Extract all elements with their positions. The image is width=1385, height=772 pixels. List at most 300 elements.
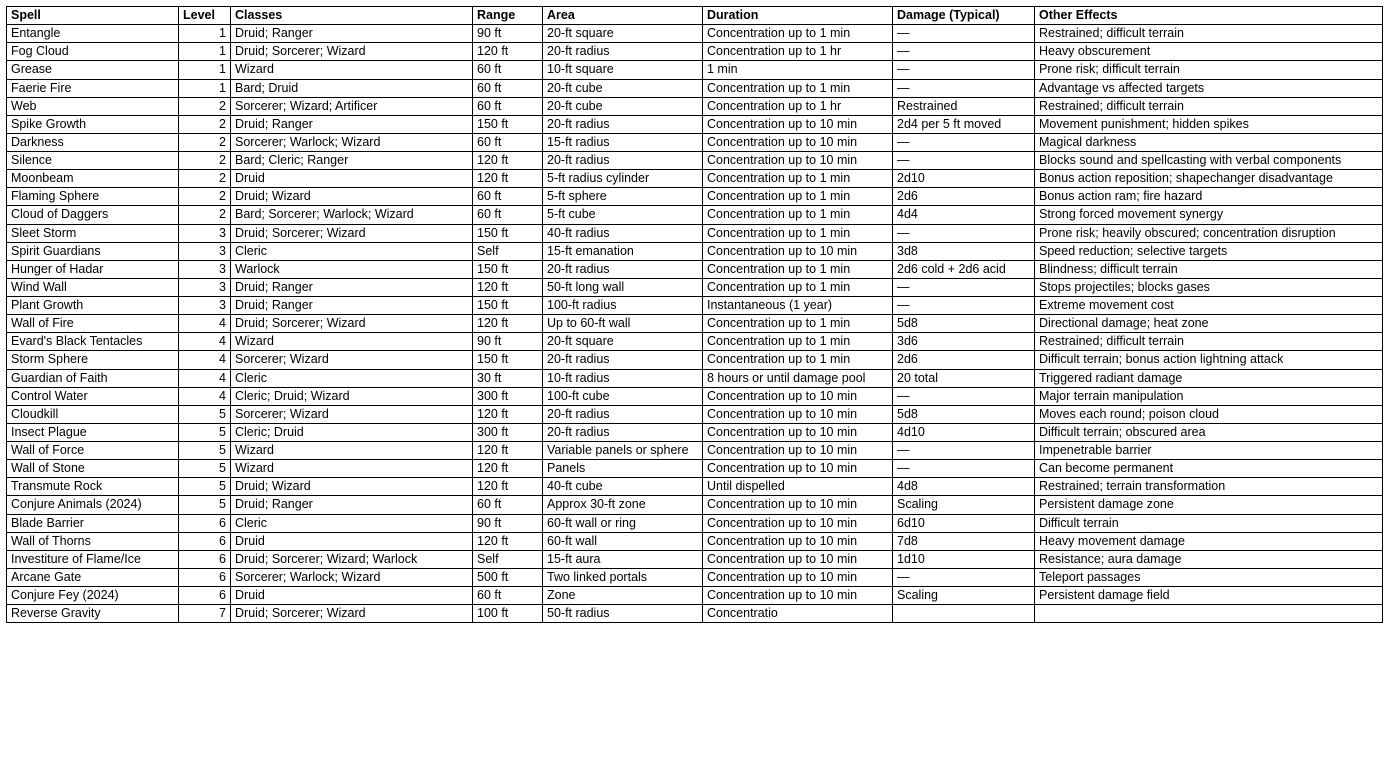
table-row xyxy=(7,478,1383,496)
cell-level: 7 xyxy=(179,605,231,623)
cell-range: 60 ft xyxy=(473,587,543,605)
cell-range: 300 ft xyxy=(473,387,543,405)
cell-damage: — xyxy=(893,297,1035,315)
cell-classes: Druid; Sorcerer; Wizard xyxy=(231,43,473,61)
cell-damage: — xyxy=(893,152,1035,170)
cell-area: 50-ft long wall xyxy=(543,278,703,296)
cell-spell: Wall of Fire xyxy=(7,315,179,333)
cell-duration: Concentration up to 1 min xyxy=(703,333,893,351)
cell-area: Zone xyxy=(543,587,703,605)
cell-level: 3 xyxy=(179,224,231,242)
cell-duration: Concentration up to 10 min xyxy=(703,568,893,586)
cell-duration: Concentration up to 10 min xyxy=(703,442,893,460)
cell-other-effects: Resistance; aura damage xyxy=(1035,550,1383,568)
cell-other-effects: Persistent damage zone xyxy=(1035,496,1383,514)
cell-damage: — xyxy=(893,460,1035,478)
cell-range: 150 ft xyxy=(473,260,543,278)
cell-duration: Instantaneous (1 year) xyxy=(703,297,893,315)
cell-damage: — xyxy=(893,43,1035,61)
table-row xyxy=(7,369,1383,387)
cell-level: 6 xyxy=(179,587,231,605)
cell-classes: Druid; Sorcerer; Wizard xyxy=(231,224,473,242)
cell-other-effects: Prone risk; heavily obscured; concentration disruption xyxy=(1035,224,1383,242)
cell-damage: Scaling xyxy=(893,587,1035,605)
cell-other-effects: Moves each round; poison cloud xyxy=(1035,405,1383,423)
cell-range: 120 ft xyxy=(473,315,543,333)
cell-classes: Sorcerer; Wizard; Artificer xyxy=(231,97,473,115)
cell-level: 1 xyxy=(179,79,231,97)
cell-other-effects: Restrained; difficult terrain xyxy=(1035,25,1383,43)
cell-classes: Druid; Wizard xyxy=(231,478,473,496)
cell-area: 20-ft radius xyxy=(543,43,703,61)
table-row xyxy=(7,315,1383,333)
cell-range: 90 ft xyxy=(473,514,543,532)
cell-range: 60 ft xyxy=(473,79,543,97)
cell-range: 150 ft xyxy=(473,351,543,369)
cell-area: 15-ft radius xyxy=(543,133,703,151)
cell-range: 120 ft xyxy=(473,478,543,496)
cell-area: 20-ft radius xyxy=(543,405,703,423)
cell-spell: Wall of Thorns xyxy=(7,532,179,550)
cell-other-effects xyxy=(1035,605,1383,623)
cell-area: 100-ft radius xyxy=(543,297,703,315)
cell-area: 20-ft radius xyxy=(543,423,703,441)
table-row xyxy=(7,170,1383,188)
cell-level: 5 xyxy=(179,478,231,496)
cell-range: 60 ft xyxy=(473,97,543,115)
column-header-classes: Classes xyxy=(231,7,473,25)
cell-area: 20-ft radius xyxy=(543,351,703,369)
cell-other-effects: Movement punishment; hidden spikes xyxy=(1035,115,1383,133)
cell-duration: Concentration up to 10 min xyxy=(703,550,893,568)
cell-level: 4 xyxy=(179,369,231,387)
table-row xyxy=(7,206,1383,224)
cell-classes: Cleric; Druid xyxy=(231,423,473,441)
cell-level: 3 xyxy=(179,260,231,278)
table-row xyxy=(7,25,1383,43)
cell-damage: 4d8 xyxy=(893,478,1035,496)
cell-other-effects: Blocks sound and spellcasting with verbal components xyxy=(1035,152,1383,170)
cell-classes: Druid; Ranger xyxy=(231,25,473,43)
cell-duration: Concentration up to 1 min xyxy=(703,224,893,242)
cell-classes: Druid; Ranger xyxy=(231,496,473,514)
cell-spell: Wall of Force xyxy=(7,442,179,460)
cell-spell: Grease xyxy=(7,61,179,79)
cell-spell: Control Water xyxy=(7,387,179,405)
cell-damage: 3d6 xyxy=(893,333,1035,351)
table-row xyxy=(7,605,1383,623)
cell-level: 6 xyxy=(179,514,231,532)
cell-classes: Druid; Ranger xyxy=(231,115,473,133)
cell-spell: Plant Growth xyxy=(7,297,179,315)
cell-level: 5 xyxy=(179,405,231,423)
cell-classes: Wizard xyxy=(231,61,473,79)
cell-area: 5-ft radius cylinder xyxy=(543,170,703,188)
cell-range: 120 ft xyxy=(473,278,543,296)
cell-classes: Cleric xyxy=(231,514,473,532)
table-row xyxy=(7,333,1383,351)
table-body xyxy=(7,25,1383,623)
table-row xyxy=(7,260,1383,278)
table-row xyxy=(7,423,1383,441)
cell-range: 150 ft xyxy=(473,297,543,315)
cell-damage xyxy=(893,605,1035,623)
cell-area: Variable panels or sphere xyxy=(543,442,703,460)
cell-duration: Concentration up to 10 min xyxy=(703,532,893,550)
cell-other-effects: Strong forced movement synergy xyxy=(1035,206,1383,224)
cell-area: 20-ft cube xyxy=(543,97,703,115)
cell-area: 10-ft radius xyxy=(543,369,703,387)
cell-classes: Druid; Wizard xyxy=(231,188,473,206)
cell-spell: Arcane Gate xyxy=(7,568,179,586)
table-row xyxy=(7,587,1383,605)
cell-level: 2 xyxy=(179,152,231,170)
cell-range: 120 ft xyxy=(473,152,543,170)
cell-range: 120 ft xyxy=(473,43,543,61)
cell-damage: Scaling xyxy=(893,496,1035,514)
cell-level: 1 xyxy=(179,25,231,43)
cell-area: 15-ft emanation xyxy=(543,242,703,260)
cell-spell: Blade Barrier xyxy=(7,514,179,532)
cell-area: 20-ft radius xyxy=(543,260,703,278)
cell-area: 15-ft aura xyxy=(543,550,703,568)
cell-range: 120 ft xyxy=(473,405,543,423)
cell-spell: Insect Plague xyxy=(7,423,179,441)
cell-range: 30 ft xyxy=(473,369,543,387)
cell-level: 5 xyxy=(179,442,231,460)
cell-spell: Evard's Black Tentacles xyxy=(7,333,179,351)
table-row xyxy=(7,115,1383,133)
cell-classes: Druid xyxy=(231,587,473,605)
cell-duration: Concentration up to 1 hr xyxy=(703,43,893,61)
cell-other-effects: Impenetrable barrier xyxy=(1035,442,1383,460)
cell-other-effects: Restrained; difficult terrain xyxy=(1035,333,1383,351)
cell-damage: — xyxy=(893,133,1035,151)
cell-duration: Concentration up to 1 min xyxy=(703,206,893,224)
column-header-duration: Duration xyxy=(703,7,893,25)
cell-classes: Sorcerer; Wizard xyxy=(231,405,473,423)
table-row xyxy=(7,532,1383,550)
cell-classes: Bard; Sorcerer; Warlock; Wizard xyxy=(231,206,473,224)
cell-level: 3 xyxy=(179,242,231,260)
cell-duration: Concentration up to 1 min xyxy=(703,188,893,206)
cell-level: 3 xyxy=(179,278,231,296)
cell-spell: Wind Wall xyxy=(7,278,179,296)
table-row xyxy=(7,550,1383,568)
cell-spell: Hunger of Hadar xyxy=(7,260,179,278)
cell-range: 60 ft xyxy=(473,133,543,151)
cell-classes: Cleric xyxy=(231,369,473,387)
cell-range: 100 ft xyxy=(473,605,543,623)
cell-other-effects: Restrained; terrain transformation xyxy=(1035,478,1383,496)
cell-spell: Faerie Fire xyxy=(7,79,179,97)
table-row xyxy=(7,442,1383,460)
cell-other-effects: Stops projectiles; blocks gases xyxy=(1035,278,1383,296)
cell-classes: Druid; Sorcerer; Wizard xyxy=(231,315,473,333)
cell-damage: 4d4 xyxy=(893,206,1035,224)
cell-duration: 1 min xyxy=(703,61,893,79)
cell-damage: 6d10 xyxy=(893,514,1035,532)
cell-damage: 2d6 xyxy=(893,188,1035,206)
cell-duration: Concentration up to 10 min xyxy=(703,514,893,532)
table-row xyxy=(7,61,1383,79)
cell-duration: 8 hours or until damage pool xyxy=(703,369,893,387)
cell-range: 60 ft xyxy=(473,188,543,206)
table-row xyxy=(7,152,1383,170)
table-row xyxy=(7,133,1383,151)
cell-spell: Storm Sphere xyxy=(7,351,179,369)
cell-classes: Druid; Sorcerer; Wizard; Warlock xyxy=(231,550,473,568)
cell-range: 120 ft xyxy=(473,460,543,478)
cell-area: 60-ft wall or ring xyxy=(543,514,703,532)
cell-area: 5-ft sphere xyxy=(543,188,703,206)
cell-spell: Conjure Animals (2024) xyxy=(7,496,179,514)
cell-spell: Transmute Rock xyxy=(7,478,179,496)
cell-spell: Fog Cloud xyxy=(7,43,179,61)
cell-area: 20-ft radius xyxy=(543,115,703,133)
cell-damage: 20 total xyxy=(893,369,1035,387)
cell-classes: Wizard xyxy=(231,442,473,460)
cell-spell: Sleet Storm xyxy=(7,224,179,242)
cell-other-effects: Bonus action reposition; shapechanger disadvantage xyxy=(1035,170,1383,188)
cell-damage: 3d8 xyxy=(893,242,1035,260)
cell-other-effects: Extreme movement cost xyxy=(1035,297,1383,315)
table-row xyxy=(7,568,1383,586)
cell-area: Approx 30-ft zone xyxy=(543,496,703,514)
cell-spell: Reverse Gravity xyxy=(7,605,179,623)
cell-duration: Concentration up to 10 min xyxy=(703,423,893,441)
cell-level: 4 xyxy=(179,315,231,333)
cell-spell: Conjure Fey (2024) xyxy=(7,587,179,605)
cell-duration: Concentration up to 10 min xyxy=(703,587,893,605)
cell-level: 4 xyxy=(179,351,231,369)
cell-duration: Concentration up to 10 min xyxy=(703,115,893,133)
cell-other-effects: Prone risk; difficult terrain xyxy=(1035,61,1383,79)
cell-other-effects: Bonus action ram; fire hazard xyxy=(1035,188,1383,206)
cell-other-effects: Heavy movement damage xyxy=(1035,532,1383,550)
cell-damage: 5d8 xyxy=(893,405,1035,423)
cell-classes: Warlock xyxy=(231,260,473,278)
cell-classes: Druid; Ranger xyxy=(231,297,473,315)
cell-range: 300 ft xyxy=(473,423,543,441)
cell-range: 150 ft xyxy=(473,115,543,133)
cell-area: 20-ft radius xyxy=(543,152,703,170)
cell-range: 60 ft xyxy=(473,206,543,224)
cell-duration: Concentration up to 1 min xyxy=(703,351,893,369)
cell-classes: Cleric xyxy=(231,242,473,260)
cell-classes: Sorcerer; Warlock; Wizard xyxy=(231,568,473,586)
table-row xyxy=(7,496,1383,514)
cell-level: 2 xyxy=(179,115,231,133)
cell-classes: Bard; Druid xyxy=(231,79,473,97)
cell-other-effects: Restrained; difficult terrain xyxy=(1035,97,1383,115)
column-header-other-effects: Other Effects xyxy=(1035,7,1383,25)
cell-duration: Concentration up to 1 min xyxy=(703,25,893,43)
cell-level: 5 xyxy=(179,460,231,478)
cell-area: 60-ft wall xyxy=(543,532,703,550)
cell-range: 120 ft xyxy=(473,442,543,460)
cell-damage: — xyxy=(893,278,1035,296)
cell-level: 5 xyxy=(179,496,231,514)
table-row xyxy=(7,43,1383,61)
cell-area: 5-ft cube xyxy=(543,206,703,224)
cell-level: 2 xyxy=(179,206,231,224)
cell-classes: Cleric; Druid; Wizard xyxy=(231,387,473,405)
cell-spell: Guardian of Faith xyxy=(7,369,179,387)
cell-level: 6 xyxy=(179,532,231,550)
cell-level: 5 xyxy=(179,423,231,441)
cell-area: 40-ft cube xyxy=(543,478,703,496)
cell-range: 120 ft xyxy=(473,532,543,550)
cell-other-effects: Difficult terrain; bonus action lightning attack xyxy=(1035,351,1383,369)
cell-duration: Until dispelled xyxy=(703,478,893,496)
cell-level: 4 xyxy=(179,387,231,405)
cell-duration: Concentration up to 10 min xyxy=(703,496,893,514)
cell-classes: Druid xyxy=(231,532,473,550)
cell-level: 2 xyxy=(179,97,231,115)
cell-classes: Druid; Ranger xyxy=(231,278,473,296)
cell-duration: Concentration up to 10 min xyxy=(703,405,893,423)
cell-classes: Bard; Cleric; Ranger xyxy=(231,152,473,170)
cell-spell: Spirit Guardians xyxy=(7,242,179,260)
cell-damage: 2d10 xyxy=(893,170,1035,188)
table-row xyxy=(7,224,1383,242)
cell-duration: Concentration up to 10 min xyxy=(703,242,893,260)
table-row xyxy=(7,79,1383,97)
cell-other-effects: Difficult terrain; obscured area xyxy=(1035,423,1383,441)
cell-duration: Concentration up to 10 min xyxy=(703,460,893,478)
cell-duration: Concentration up to 1 min xyxy=(703,79,893,97)
cell-level: 1 xyxy=(179,61,231,79)
cell-spell: Spike Growth xyxy=(7,115,179,133)
cell-area: 10-ft square xyxy=(543,61,703,79)
cell-other-effects: Persistent damage field xyxy=(1035,587,1383,605)
cell-duration: Concentration up to 1 min xyxy=(703,260,893,278)
cell-duration: Concentration up to 1 min xyxy=(703,278,893,296)
cell-area: Panels xyxy=(543,460,703,478)
cell-spell: Darkness xyxy=(7,133,179,151)
cell-level: 3 xyxy=(179,297,231,315)
cell-classes: Druid xyxy=(231,170,473,188)
cell-level: 4 xyxy=(179,333,231,351)
column-header-range: Range xyxy=(473,7,543,25)
cell-damage: Restrained xyxy=(893,97,1035,115)
column-header-spell: Spell xyxy=(7,7,179,25)
cell-other-effects: Speed reduction; selective targets xyxy=(1035,242,1383,260)
cell-area: 20-ft square xyxy=(543,25,703,43)
cell-classes: Sorcerer; Warlock; Wizard xyxy=(231,133,473,151)
cell-range: 90 ft xyxy=(473,25,543,43)
cell-level: 2 xyxy=(179,133,231,151)
cell-range: 60 ft xyxy=(473,61,543,79)
cell-level: 2 xyxy=(179,188,231,206)
cell-duration: Concentration up to 1 min xyxy=(703,315,893,333)
cell-area: Up to 60-ft wall xyxy=(543,315,703,333)
cell-classes: Wizard xyxy=(231,460,473,478)
cell-damage: — xyxy=(893,442,1035,460)
cell-area: 20-ft cube xyxy=(543,79,703,97)
table-row xyxy=(7,351,1383,369)
cell-other-effects: Triggered radiant damage xyxy=(1035,369,1383,387)
cell-spell: Investiture of Flame/Ice xyxy=(7,550,179,568)
cell-damage: 2d4 per 5 ft moved xyxy=(893,115,1035,133)
cell-range: 60 ft xyxy=(473,496,543,514)
cell-spell: Wall of Stone xyxy=(7,460,179,478)
cell-area: 100-ft cube xyxy=(543,387,703,405)
table-row xyxy=(7,460,1383,478)
cell-duration: Concentration up to 10 min xyxy=(703,152,893,170)
cell-range: 500 ft xyxy=(473,568,543,586)
cell-damage: — xyxy=(893,387,1035,405)
cell-area: 50-ft radius xyxy=(543,605,703,623)
cell-other-effects: Directional damage; heat zone xyxy=(1035,315,1383,333)
cell-spell: Moonbeam xyxy=(7,170,179,188)
cell-level: 6 xyxy=(179,568,231,586)
cell-duration: Concentration up to 10 min xyxy=(703,387,893,405)
cell-spell: Cloud of Daggers xyxy=(7,206,179,224)
cell-classes: Wizard xyxy=(231,333,473,351)
cell-other-effects: Major terrain manipulation xyxy=(1035,387,1383,405)
cell-area: Two linked portals xyxy=(543,568,703,586)
cell-range: 90 ft xyxy=(473,333,543,351)
cell-damage: 4d10 xyxy=(893,423,1035,441)
cell-area: 40-ft radius xyxy=(543,224,703,242)
table-row xyxy=(7,297,1383,315)
cell-area: 20-ft square xyxy=(543,333,703,351)
cell-damage: 2d6 cold + 2d6 acid xyxy=(893,260,1035,278)
column-header-damage: Damage (Typical) xyxy=(893,7,1035,25)
cell-damage: — xyxy=(893,79,1035,97)
table-header-row xyxy=(7,7,1383,25)
cell-spell: Flaming Sphere xyxy=(7,188,179,206)
cell-other-effects: Heavy obscurement xyxy=(1035,43,1383,61)
cell-spell: Web xyxy=(7,97,179,115)
column-header-level: Level xyxy=(179,7,231,25)
column-header-area: Area xyxy=(543,7,703,25)
table-header xyxy=(7,7,1383,25)
table-row xyxy=(7,242,1383,260)
cell-level: 1 xyxy=(179,43,231,61)
cell-range: Self xyxy=(473,550,543,568)
cell-damage: — xyxy=(893,61,1035,79)
cell-duration: Concentration up to 1 hr xyxy=(703,97,893,115)
table-row xyxy=(7,514,1383,532)
cell-other-effects: Magical darkness xyxy=(1035,133,1383,151)
cell-range: 150 ft xyxy=(473,224,543,242)
cell-damage: 7d8 xyxy=(893,532,1035,550)
cell-level: 2 xyxy=(179,170,231,188)
cell-spell: Cloudkill xyxy=(7,405,179,423)
table-row xyxy=(7,405,1383,423)
cell-damage: — xyxy=(893,568,1035,586)
table-row xyxy=(7,387,1383,405)
cell-duration: Concentration up to 1 min xyxy=(703,170,893,188)
cell-damage: 1d10 xyxy=(893,550,1035,568)
cell-duration: Concentratio xyxy=(703,605,893,623)
cell-range: Self xyxy=(473,242,543,260)
cell-damage: — xyxy=(893,224,1035,242)
cell-classes: Sorcerer; Wizard xyxy=(231,351,473,369)
cell-spell: Entangle xyxy=(7,25,179,43)
cell-other-effects: Blindness; difficult terrain xyxy=(1035,260,1383,278)
cell-other-effects: Teleport passages xyxy=(1035,568,1383,586)
cell-classes: Druid; Sorcerer; Wizard xyxy=(231,605,473,623)
spell-reference-table xyxy=(6,6,1383,623)
cell-level: 6 xyxy=(179,550,231,568)
table-row xyxy=(7,278,1383,296)
table-row xyxy=(7,97,1383,115)
cell-damage: — xyxy=(893,25,1035,43)
